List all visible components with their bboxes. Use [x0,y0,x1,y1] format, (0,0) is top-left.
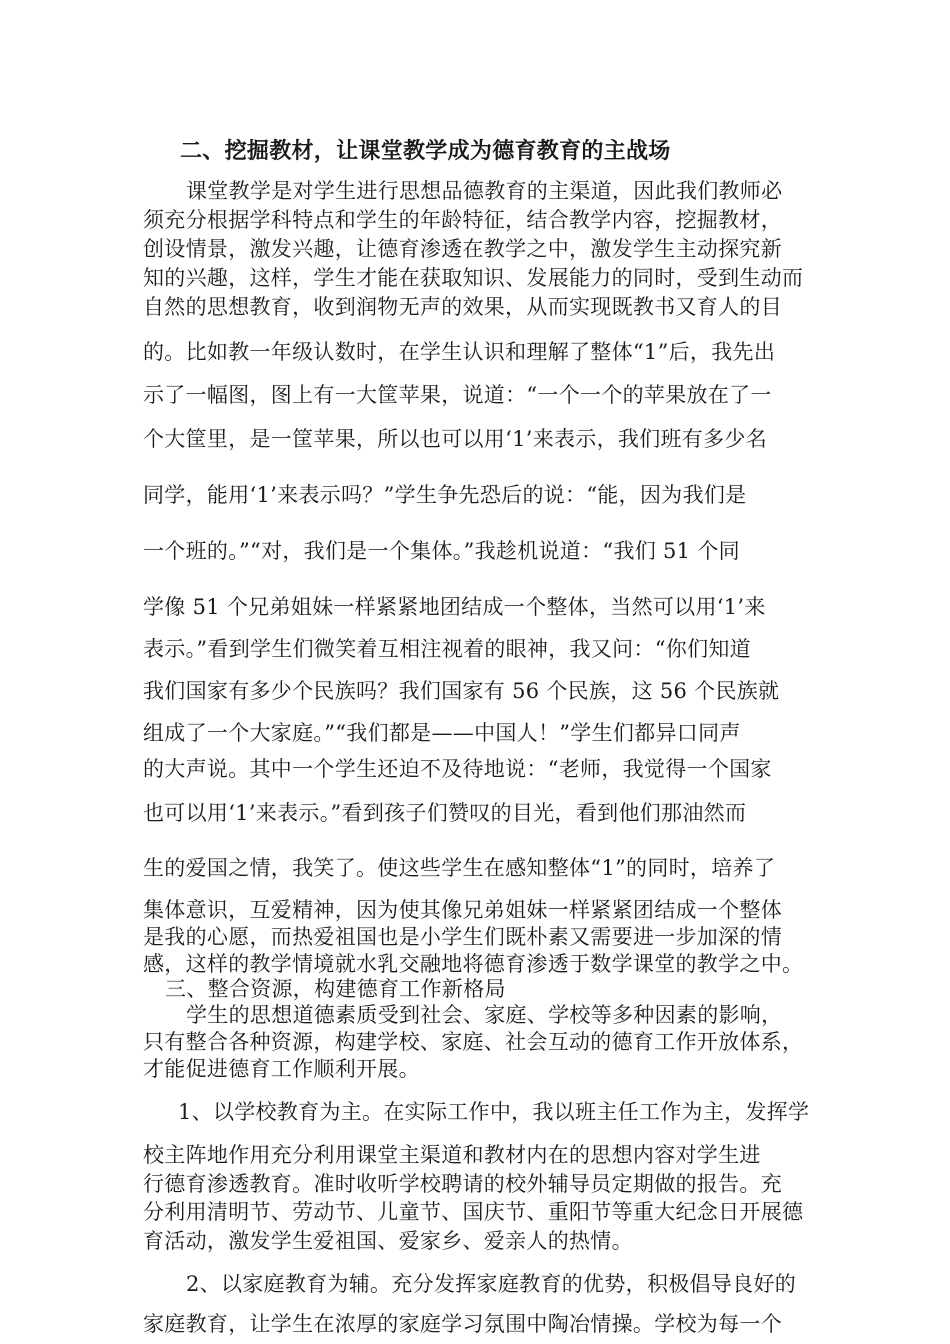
paragraph-line: 集体意识，互爱精神，因为使其像兄弟姐妹一样紧紧团结成一个整体 [143,898,782,922]
section-2-title: 二、挖掘教材，让课堂教学成为德育教育的主战场 [180,138,671,164]
paragraph-line: 行德育渗透教育。准时收听学校聘请的校外辅导员定期做的报告。充 [143,1172,782,1196]
paragraph-line: 的大声说。其中一个学生还迫不及待地说：“老师，我觉得一个国家 [143,757,772,781]
paragraph-line: 同学，能用‘1’来表示吗？”学生争先恐后的说：“能，因为我们是 [143,483,747,507]
paragraph-line: 我们国家有多少个民族吗？我们国家有 56 个民族，这 56 个民族就 [143,679,780,703]
paragraph-line: 也可以用‘1’来表示。”看到孩子们赞叹的目光，看到他们那油然而 [143,801,747,825]
paragraph-line: 表示。”看到学生们微笑着互相注视着的眼神，我又问：“你们知道 [143,637,751,661]
paragraph-line: 分利用清明节、劳动节、儿童节、国庆节、重阳节等重大纪念日开展德 [143,1200,804,1224]
paragraph-line: 是我的心愿，而热爱祖国也是小学生们既朴素又需要进一步加深的情 [143,925,782,949]
section-3-title: 三、整合资源，构建德育工作新格局 [165,977,506,1001]
paragraph-line: 的。比如教一年级认数时，在学生认识和理解了整体“1”后，我先出 [143,340,776,364]
paragraph-line: 感，这样的教学情境就水乳交融地将德育渗透于数学课堂的教学之中。 [143,952,804,976]
paragraph-line: 生的爱国之情，我笑了。使这些学生在感知整体“1”的同时，培养了 [143,856,776,880]
paragraph-line: 学像 51 个兄弟姐妹一样紧紧地团结成一个整体，当然可以用‘1’来 [143,595,766,619]
paragraph-line: 个大筐里，是一筐苹果，所以也可以用‘1’来表示，我们班有多少名 [143,427,768,451]
paragraph-line: 示了一幅图，图上有一大筐苹果，说道：“一个一个的苹果放在了一 [143,383,772,407]
paragraph-line: 知的兴趣，这样，学生才能在获取知识、发展能力的同时，受到生动而 [143,266,804,290]
paragraph-line: 组成了一个大家庭。”“我们都是——中国人！”学生们都异口同声 [143,721,741,745]
paragraph-line: 自然的思想教育，收到润物无声的效果，从而实现既教书又育人的目 [143,295,782,319]
paragraph-line: 课堂教学是对学生进行思想品德教育的主渠道，因此我们教师必 [186,179,783,203]
paragraph-line: 只有整合各种资源，构建学校、家庭、社会互动的德育工作开放体系， [143,1030,804,1054]
paragraph-line: 须充分根据学科特点和学生的年龄特征，结合教学内容，挖掘教材， [143,208,782,232]
paragraph-line: 一个班的。”“对，我们是一个集体。”我趁机说道：“我们 51 个同 [143,539,740,563]
paragraph-line: 学生的思想道德素质受到社会、家庭、学校等多种因素的影响， [186,1003,783,1027]
paragraph-line: 创设情景，激发兴趣，让德育渗透在教学之中，激发学生主动探究新 [143,237,782,261]
paragraph-line: 家庭教育，让学生在浓厚的家庭学习氛围中陶冶情操。学校为每一个 [143,1312,782,1336]
paragraph-line: 1、以学校教育为主。在实际工作中，我以班主任工作为主，发挥学 [178,1100,810,1124]
paragraph-line: 校主阵地作用充分利用课堂主渠道和教材内在的思想内容对学生进 [143,1143,761,1167]
paragraph-line: 才能促进德育工作顺利开展。 [143,1057,420,1081]
paragraph-line: 2、以家庭教育为辅。充分发挥家庭教育的优势，积极倡导良好的 [186,1272,797,1296]
paragraph-line: 育活动，激发学生爱祖国、爱家乡、爱亲人的热情。 [143,1229,633,1253]
